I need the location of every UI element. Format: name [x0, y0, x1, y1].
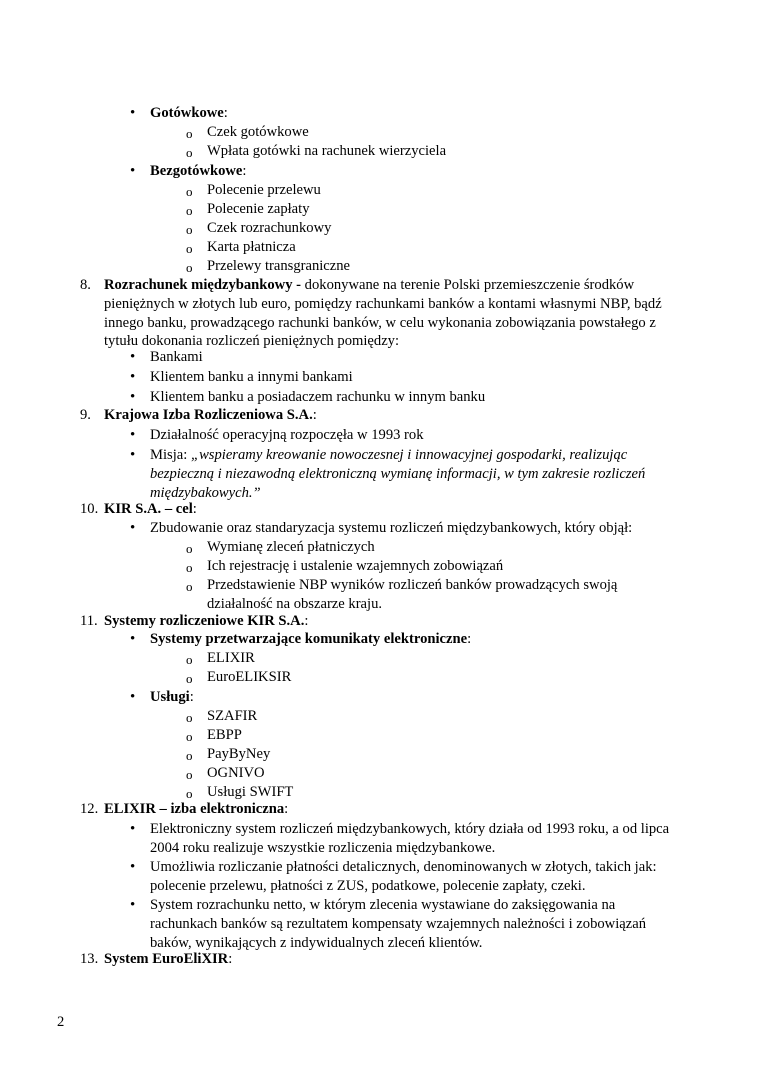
- list-number: 11.: [80, 613, 98, 629]
- section-12-heading: ELIXIR – izba elektroniczna:: [104, 801, 289, 817]
- sub-bullet-icon: o: [186, 145, 193, 160]
- list-item: Przelewy transgraniczne: [207, 258, 351, 274]
- list-item: Elektroniczny system rozliczeń międzybankowych, który działa od 1993 roku, a od lipca: [150, 821, 670, 837]
- list-item: Wymianę zleceń płatniczych: [207, 539, 375, 555]
- sub-bullet-icon: o: [186, 126, 193, 141]
- bullet-icon: •: [130, 163, 136, 179]
- section-8-heading: Rozrachunek międzybankowy - dokonywane na terenie Polski przemieszczenie środków: [104, 277, 635, 293]
- paragraph-line: rachunkach banków są rezultatem kompensaty wzajemnych należności i zobowiązań: [150, 916, 646, 932]
- paragraph-line: międzybakowych.”: [150, 485, 261, 501]
- bullet-icon: •: [130, 389, 136, 405]
- list-number: 12.: [80, 801, 99, 817]
- sub-bullet-icon: o: [186, 786, 193, 801]
- list-item-gotowkowe: Gotówkowe:: [150, 105, 228, 121]
- bullet-icon: •: [130, 520, 136, 536]
- bullet-icon: •: [130, 631, 136, 647]
- list-item: Klientem banku a posiadaczem rachunku w innym banku: [150, 389, 486, 405]
- section-10-heading: KIR S.A. – cel:: [104, 501, 197, 517]
- page-number: 2: [57, 1014, 65, 1030]
- list-item: Zbudowanie oraz standaryzacja systemu rozliczeń międzybankowych, który objął:: [150, 520, 633, 536]
- sub-bullet-icon: o: [186, 729, 193, 744]
- bullet-icon: •: [130, 689, 136, 705]
- bullet-icon: •: [130, 105, 136, 121]
- list-item: Polecenie przelewu: [207, 182, 321, 198]
- paragraph-line: innego banku, prowadzącego rachunki banków, w celu wykonania zobowiązania powstałego z: [104, 315, 656, 331]
- paragraph-line: polecenie przelewu, płatności z ZUS, podatkowe, polecenie zapłaty, czeki.: [150, 878, 586, 894]
- sub-bullet-icon: o: [186, 222, 193, 237]
- list-item: EuroELIKSIR: [207, 669, 292, 685]
- list-number: 9.: [80, 407, 91, 423]
- bullet-icon: •: [130, 821, 136, 837]
- paragraph-line: pieniężnych w złotych lub euro, pomiędzy rachunkami banków a kontami własnymi NBP, bądź: [104, 296, 662, 312]
- sub-bullet-icon: o: [186, 260, 193, 275]
- sub-bullet-icon: o: [186, 579, 193, 594]
- sub-bullet-icon: o: [186, 710, 193, 725]
- paragraph-line: bezpieczną i niezawodną elektroniczną wymianę informacji, w tym zakresie rozliczeń: [150, 466, 646, 482]
- list-item: Polecenie zapłaty: [207, 201, 310, 217]
- paragraph-line: tytułu dokonania rozliczeń pieniężnych pomiędzy:: [104, 333, 400, 349]
- list-item-services: Usługi:: [150, 689, 194, 705]
- bullet-icon: •: [130, 859, 136, 875]
- list-item: Działalność operacyjną rozpoczęła w 1993 rok: [150, 427, 424, 443]
- sub-bullet-icon: o: [186, 184, 193, 199]
- list-number: 10.: [80, 501, 99, 517]
- sub-bullet-icon: o: [186, 241, 193, 256]
- list-number: 8.: [80, 277, 91, 293]
- list-item-systems: Systemy przetwarzające komunikaty elektroniczne:: [150, 631, 472, 647]
- bullet-icon: •: [130, 897, 136, 913]
- list-item: Usługi SWIFT: [207, 784, 294, 800]
- sub-bullet-icon: o: [186, 671, 193, 686]
- list-item: Wpłata gotówki na rachunek wierzyciela: [207, 143, 447, 159]
- bullet-icon: •: [130, 369, 136, 385]
- list-item: EBPP: [207, 727, 242, 743]
- list-item: ELIXIR: [207, 650, 255, 666]
- list-item: Ich rejestrację i ustalenie wzajemnych zobowiązań: [207, 558, 504, 574]
- paragraph-line: 2004 roku realizuje wszystkie rozliczenia międzybankowe.: [150, 840, 496, 856]
- sub-bullet-icon: o: [186, 203, 193, 218]
- section-9-heading: Krajowa Izba Rozliczeniowa S.A.:: [104, 407, 317, 423]
- list-item-bezgotowkowe: Bezgotówkowe:: [150, 163, 247, 179]
- sub-bullet-icon: o: [186, 652, 193, 667]
- list-item: Przedstawienie NBP wyników rozliczeń banków prowadzących swoją: [207, 577, 618, 593]
- bullet-icon: •: [130, 427, 136, 443]
- paragraph-line: baków, wynikających z indywidualnych zleceń klientów.: [150, 935, 483, 951]
- list-item: Karta płatnicza: [207, 239, 296, 255]
- list-item: Czek rozrachunkowy: [207, 220, 332, 236]
- list-item: System rozrachunku netto, w którym zlecenia wystawiane do zaksięgowania na: [150, 897, 616, 913]
- section-11-heading: Systemy rozliczeniowe KIR S.A.:: [104, 613, 309, 629]
- list-item: SZAFIR: [207, 708, 258, 724]
- paragraph-line: działalność na obszarze kraju.: [207, 596, 383, 612]
- sub-bullet-icon: o: [186, 541, 193, 556]
- bullet-icon: •: [130, 349, 136, 365]
- list-item-mission: Misja: „wspieramy kreowanie nowoczesnej i innowacyjnej gospodarki, realizując: [150, 447, 628, 463]
- sub-bullet-icon: o: [186, 560, 193, 575]
- list-item: Bankami: [150, 349, 203, 365]
- sub-bullet-icon: o: [186, 748, 193, 763]
- list-item: Umożliwia rozliczanie płatności detalicznych, denominowanych w złotych, takich jak:: [150, 859, 657, 875]
- sub-bullet-icon: o: [186, 767, 193, 782]
- list-item: Klientem banku a innymi bankami: [150, 369, 353, 385]
- bullet-icon: •: [130, 447, 136, 463]
- list-item: Czek gotówkowe: [207, 124, 309, 140]
- list-item: PayByNey: [207, 746, 271, 762]
- list-item: OGNIVO: [207, 765, 265, 781]
- list-number: 13.: [80, 951, 99, 967]
- section-13-heading: System EuroEliXIR:: [104, 951, 233, 967]
